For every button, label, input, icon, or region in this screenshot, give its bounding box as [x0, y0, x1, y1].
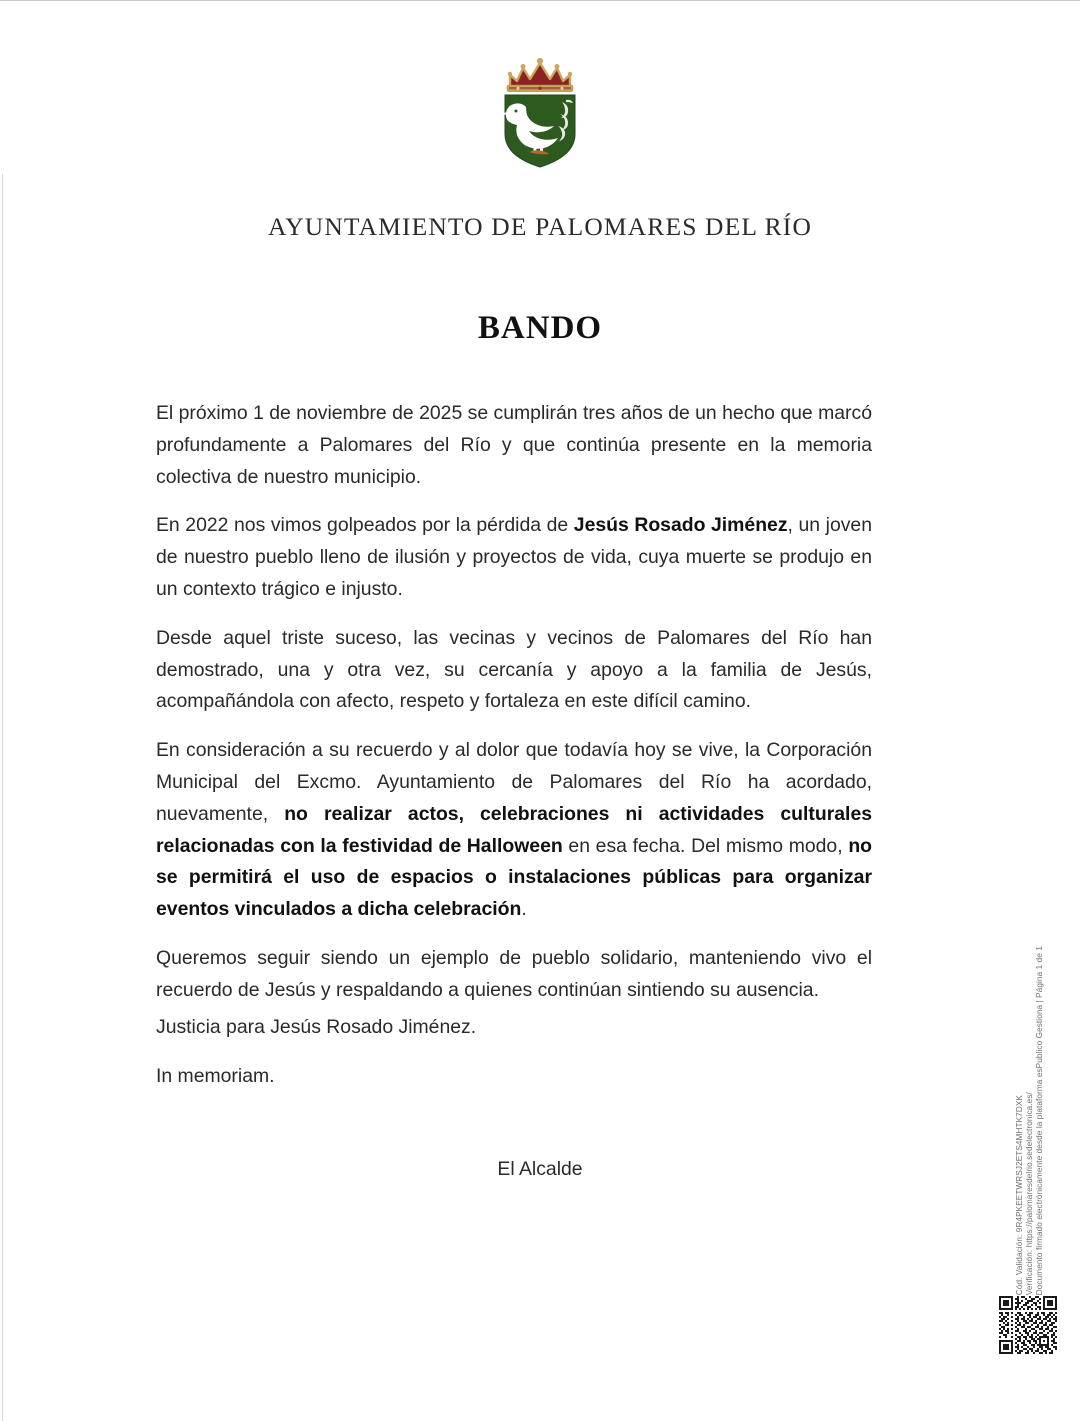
- paragraph: [156, 623, 872, 718]
- emphasis-text: no se permitirá el uso de espacios o instalaciones públicas para organizar eventos vinculados a dicha celebración: [156, 834, 873, 921]
- qr-code-icon[interactable]: [999, 1296, 1057, 1354]
- body-text: El próximo 1 de noviembre de 2025 se cumplirán tres años de un hecho que marcó profundamente a Palomares del Río y que continúa presente en la memoria colectiva de nuestro municipio.: [156, 402, 872, 488]
- crown-group: [507, 58, 573, 92]
- validation-code-text: Cód. Validación: 9R4PKEETWRSJ2ETS4MHTK7DXK: [1014, 1094, 1024, 1295]
- body-text: Desde aquel triste suceso, las vecinas y vecinos de Palomares del Río han demostrado, una y otra vez, su cercanía y apoyo a la familia de Jesús, acompañándola con afecto, respeto y fortaleza en este difícil camino.: [156, 626, 872, 713]
- coat-of-arms-dove-crown-icon: [488, 48, 592, 172]
- document-title: BANDO: [477, 310, 603, 346]
- paragraph: [156, 735, 872, 926]
- emphasis-text: Jesús Rosado Jiménez: [573, 514, 788, 537]
- emphasis-text: no realizar actos, celebraciones ni actividades culturales relacionadas con la festividad de Halloween: [156, 802, 873, 857]
- paragraph: [156, 398, 872, 493]
- closing-line: Justicia para Jesús Rosado Jiménez.: [156, 1016, 477, 1038]
- document-body: [156, 398, 872, 1024]
- platform-signature-text: Documento firmado electrónicamente desde la plataforma esPublico Gestiona | Página 1 de 1: [1034, 945, 1044, 1295]
- body-text: Queremos seguir siendo un ejemplo de pueblo solidario, manteniendo vivo el recuerdo de Jesús y respaldando a quienes continúan sintiendo su ausencia.: [156, 946, 872, 1001]
- electronic-signature-stamp: [1014, 855, 1070, 1295]
- signature-mayor: El Alcalde: [497, 1158, 583, 1180]
- scan-artifact-left: [2, 174, 3, 1421]
- scan-artifact-top: [0, 0, 1080, 1]
- paragraph: [156, 510, 872, 605]
- coat-of-arms-container: [0, 48, 1080, 177]
- body-text: .: [521, 898, 527, 921]
- body-text: En consideración a su recuerdo y al dolor que todavía hoy se vive, la Corporación Municipal del Excmo. Ayuntamiento de Palomares del Río ha acordado, nuevamente,: [156, 739, 872, 825]
- body-text: en esa fecha. Del mismo modo,: [562, 834, 849, 857]
- body-text: , un joven de nuestro pueblo lleno de ilusión y proyectos de vida, cuya muerte se produjo en un contexto trágico e injusto.: [156, 514, 873, 600]
- closing-block: [156, 1012, 872, 1110]
- verification-url-text: Verificación: https://palomaresdelrio.sedelectronica.es/: [1024, 1091, 1034, 1295]
- page-title-organization: AYUNTAMIENTO DE PALOMARES DEL RÍO: [267, 212, 813, 241]
- body-text: En 2022 nos vimos golpeados por la pérdida de: [156, 514, 574, 537]
- shield-group: [502, 95, 575, 167]
- paragraph: [156, 943, 872, 1007]
- closing-line: In memoriam.: [156, 1064, 275, 1087]
